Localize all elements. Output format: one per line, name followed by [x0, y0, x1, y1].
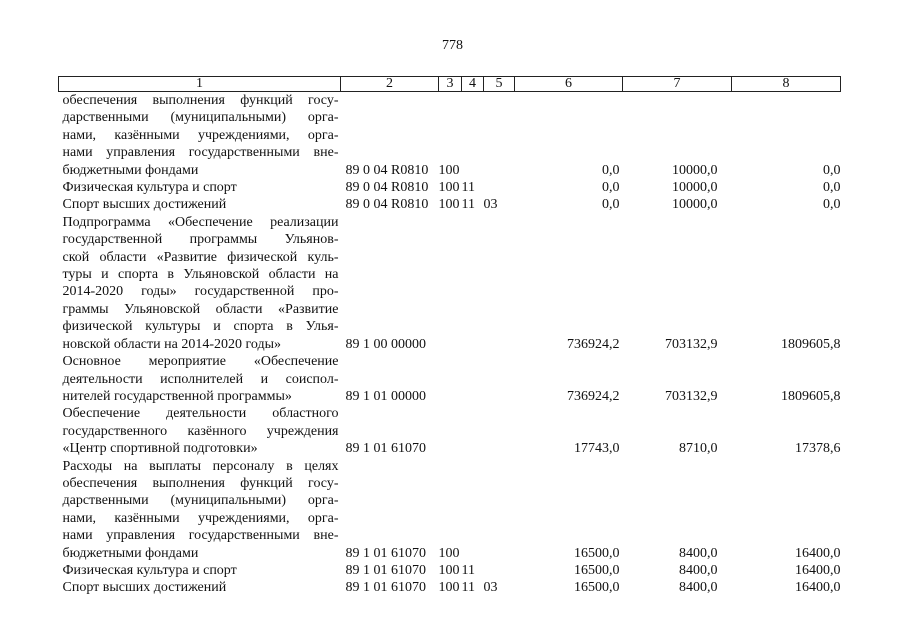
row-code: 89 1 01 00000 — [345, 388, 426, 404]
row-value-col8: 1809605,8 — [781, 336, 841, 352]
header-col-7: 7 — [623, 77, 732, 92]
header-col-6: 6 — [515, 77, 623, 92]
row-subsection — [484, 179, 515, 196]
page-number: 778 — [442, 38, 463, 53]
description-line: Спорт высших достижений — [62, 197, 227, 213]
row-value-col8: 0,0 — [823, 180, 841, 196]
description-line: нителей государственной программы» — [62, 388, 292, 404]
row-value-col8: 16400,0 — [795, 580, 841, 596]
row-value-col8: 0,0 — [823, 162, 841, 178]
row-description — [59, 214, 341, 353]
row-description — [59, 579, 341, 596]
row-expense-type: 100 — [438, 197, 460, 213]
description-line: бюджетными фондами — [62, 162, 199, 178]
row-section: 11 — [461, 197, 475, 213]
table-header-row — [59, 77, 841, 92]
row-value-col6: 16500,0 — [574, 580, 620, 596]
row-section — [462, 405, 484, 457]
table-row — [59, 579, 841, 596]
row-section — [462, 458, 484, 562]
row-description — [59, 179, 341, 196]
row-expense-type — [439, 214, 462, 353]
row-value-col7: 10000,0 — [672, 197, 718, 213]
row-code: 89 0 04 R0810 — [345, 162, 429, 178]
row-code: 89 0 04 R0810 — [345, 197, 429, 213]
row-subsection — [484, 562, 515, 579]
row-value-col7: 8400,0 — [679, 545, 718, 561]
row-expense-type: 100 — [438, 180, 460, 196]
description-line: Спорт высших достижений — [62, 580, 227, 596]
row-expense-type: 100 — [438, 580, 460, 596]
row-expense-type — [439, 405, 462, 457]
table-row — [59, 196, 841, 213]
row-section — [462, 353, 484, 405]
row-description — [59, 92, 341, 180]
description-line: новской области на 2014-2020 годы» — [62, 336, 282, 352]
row-value-col6: 736924,2 — [567, 388, 620, 404]
row-value-col6: 16500,0 — [574, 562, 620, 578]
description-line: граммы Ульяновской области «Развитие — [62, 301, 339, 317]
row-subsection: 03 — [483, 197, 498, 213]
row-value-col6: 0,0 — [602, 197, 620, 213]
description-line: деятельности исполнителей и соиспол- — [62, 371, 339, 387]
row-subsection — [484, 92, 515, 180]
row-description — [59, 405, 341, 457]
row-expense-type: 100 — [438, 545, 460, 561]
description-line: Обеспечение деятельности областного — [62, 406, 339, 422]
row-code: 89 1 01 61070 — [345, 580, 426, 596]
header-col-8: 8 — [732, 77, 841, 92]
row-value-col6: 16500,0 — [574, 545, 620, 561]
row-code: 89 1 00 00000 — [345, 336, 426, 352]
row-value-col7: 8710,0 — [679, 441, 718, 457]
row-subsection — [484, 353, 515, 405]
row-section — [462, 214, 484, 353]
description-line: дарственными (муниципальными) орга- — [62, 493, 339, 509]
header-col-1: 1 — [59, 77, 341, 92]
description-line: туры и спорта в Ульяновской области на — [62, 267, 339, 283]
description-line: Расходы на выплаты персоналу в целях — [62, 458, 339, 474]
row-code: 89 1 01 61070 — [345, 545, 426, 561]
row-value-col8: 16400,0 — [795, 562, 841, 578]
row-value-col7: 8400,0 — [679, 580, 718, 596]
row-subsection — [484, 214, 515, 353]
description-line: нами управления государственными вне- — [62, 528, 339, 544]
row-subsection: 03 — [483, 580, 498, 596]
description-line: нами, казёнными учреждениями, орга- — [62, 510, 339, 526]
description-line: дарственными (муниципальными) орга- — [62, 110, 339, 126]
row-expense-type: 100 — [438, 562, 460, 578]
row-value-col7: 10000,0 — [672, 162, 718, 178]
row-value-col6: 736924,2 — [567, 336, 620, 352]
row-section — [462, 92, 484, 180]
row-expense-type: 100 — [438, 162, 460, 178]
description-line: обеспечения выполнения функций госу- — [62, 93, 339, 108]
description-line: бюджетными фондами — [62, 545, 199, 561]
table-row — [59, 179, 841, 196]
row-value-col8: 16400,0 — [795, 545, 841, 561]
description-line: Физическая культура и спорт — [62, 562, 237, 578]
header-col-5: 5 — [484, 77, 515, 92]
row-value-col6: 0,0 — [602, 180, 620, 196]
row-value-col6: 0,0 — [602, 162, 620, 178]
description-line: Подпрограмма «Обеспечение реализации — [62, 214, 339, 230]
table-row — [59, 92, 841, 180]
row-subsection — [484, 458, 515, 562]
budget-table — [58, 76, 841, 597]
row-value-col6: 17743,0 — [574, 441, 620, 457]
table-row — [59, 214, 841, 353]
row-value-col8: 0,0 — [823, 197, 841, 213]
table-body — [59, 92, 841, 597]
header-col-4: 4 — [462, 77, 484, 92]
description-line: 2014-2020 годы» государственной про- — [62, 284, 339, 300]
header-col-3: 3 — [439, 77, 462, 92]
row-description — [59, 562, 341, 579]
row-code: 89 0 04 R0810 — [345, 180, 429, 196]
row-description — [59, 353, 341, 405]
table-row — [59, 405, 841, 457]
description-line: нами управления государственными вне- — [62, 145, 339, 161]
description-line: физической культуры и спорта в Улья- — [62, 319, 339, 335]
row-section: 11 — [461, 180, 475, 196]
row-section: 11 — [461, 580, 475, 596]
row-description — [59, 196, 341, 213]
row-expense-type — [439, 353, 462, 405]
row-description — [59, 458, 341, 562]
row-value-col7: 703132,9 — [665, 388, 718, 404]
description-line: «Центр спортивной подготовки» — [62, 441, 258, 457]
row-code: 89 1 01 61070 — [345, 562, 426, 578]
table-row — [59, 353, 841, 405]
table-row — [59, 562, 841, 579]
description-line: государственного казённого учреждения — [62, 423, 339, 439]
row-subsection — [484, 405, 515, 457]
row-value-col8: 17378,6 — [795, 441, 841, 457]
description-line: Физическая культура и спорт — [62, 180, 237, 196]
description-line: обеспечения выполнения функций госу- — [62, 475, 339, 491]
row-value-col7: 703132,9 — [665, 336, 718, 352]
header-col-2: 2 — [341, 77, 439, 92]
row-code: 89 1 01 61070 — [345, 441, 426, 457]
row-value-col7: 8400,0 — [679, 562, 718, 578]
row-value-col8: 1809605,8 — [781, 388, 841, 404]
description-line: государственной программы Ульянов- — [62, 232, 339, 248]
description-line: нами, казёнными учреждениями, орга- — [62, 127, 339, 143]
row-value-col7: 10000,0 — [672, 180, 718, 196]
row-section: 11 — [461, 562, 475, 578]
description-line: ской области «Развитие физической куль- — [62, 249, 339, 265]
description-line: Основное мероприятие «Обеспечение — [62, 354, 339, 370]
table-row — [59, 458, 841, 562]
